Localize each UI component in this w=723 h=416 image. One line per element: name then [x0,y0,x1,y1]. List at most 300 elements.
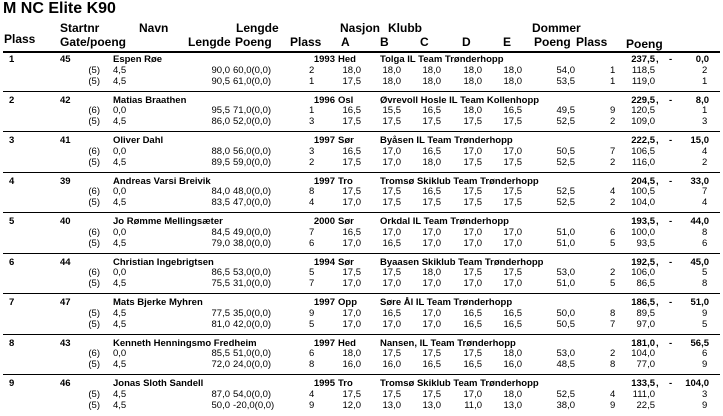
behind-separator: - [669,297,673,308]
round-judge-b: 17,5 [382,197,401,209]
round-judge-e: 18,0 [503,388,522,400]
athlete-birth-year: 1997 [313,337,335,349]
round-judge-place: 9 [610,105,616,117]
round-judge-e: 16,5 [503,105,522,117]
round-round-place: 9 [309,307,315,319]
athlete-rank: 3 [9,135,15,146]
round-judge-place: 7 [610,145,616,157]
athlete-points-behind: 33,0 [690,175,709,187]
round-length: 81,0 [211,318,230,330]
round-judge-e: 16,5 [503,318,522,330]
row-divider [3,172,720,173]
athlete-athlete-name: Jo Rømme Mellingsæter [113,216,223,227]
athlete-nation: Sør [338,135,354,146]
round-length-points: 61,0(0,0) [233,75,272,87]
athlete-start-number: 40 [60,216,71,227]
round-length-points: 31,0(0,0) [233,278,272,290]
round-gate-points: 0,0 [113,145,127,157]
round-length: 79,0 [211,237,230,249]
round-judge-e: 17,5 [503,116,522,128]
round-gate: (6) [88,105,100,117]
round-length-points: 51,0(0,0) [233,348,272,360]
athlete-start-number: 43 [60,337,71,349]
athlete-points-behind: 104,0 [685,378,709,389]
round-judge-points: 50,5 [556,145,575,157]
round-length: 72,0 [211,359,230,371]
round-judge-d: 16,5 [463,318,482,330]
row-divider [3,212,720,213]
round-length: 88,0 [211,145,230,157]
athlete-start-number: 47 [60,297,71,308]
athlete-total-points: 229,5 [631,94,655,106]
athlete-points-behind: 0,0 [695,54,709,65]
behind-separator: - [669,135,673,146]
round-round-points: 119,0 [631,75,655,87]
athlete-total-points: 222,5 [631,135,655,146]
round-round-points: 120,5 [631,105,655,117]
round-judge-d: 17,0 [463,388,482,400]
round-length: 50,0 [211,399,230,411]
page-title: M NC Elite K90 [3,0,116,17]
round-judge-place: 4 [610,186,616,198]
athlete-total-points: 181,0 [631,337,655,349]
athlete-total-points: 133,5 [631,378,655,389]
round-length-points: 54,0(0,0) [233,388,272,400]
athlete-athlete-name: Christian Ingebrigtsen [113,256,214,268]
behind-separator: - [669,216,673,227]
round-gate: (6) [88,267,100,279]
athlete-athlete-name: Matias Braathen [113,94,187,106]
round-judge-c: 17,5 [422,116,441,128]
round-judge-b: 17,0 [382,156,401,168]
total-separator: , [656,94,659,106]
round-round-rank: 1 [702,75,708,87]
athlete-rank: 9 [9,378,15,389]
athlete-athlete-name: Oliver Dahl [113,135,164,146]
round-judge-points: 53,0 [556,267,575,279]
round-round-place: 1 [309,75,315,87]
round-judge-place: 1 [610,64,616,76]
round-judge-points: 53,5 [556,75,575,87]
round-round-rank: 4 [702,145,708,157]
round-round-points: 97,0 [636,318,655,330]
round-judge-a: 17,0 [342,278,361,290]
round-judge-a: 16,0 [342,359,361,371]
round-judge-a: 17,0 [342,307,361,319]
athlete-total-points: 186,5 [631,297,655,308]
athlete-rank: 5 [9,216,15,227]
round-judge-a: 17,5 [342,75,361,87]
round-judge-c: 16,5 [422,186,441,198]
total-separator: , [656,54,659,65]
round-gate-points: 0,0 [113,226,127,238]
round-judge-c: 18,0 [422,75,441,87]
round-judge-place: 5 [610,237,616,249]
round-judge-points: 52,5 [556,156,575,168]
round-gate-points: 4,5 [113,318,127,330]
athlete-start-number: 39 [60,175,71,187]
header-judge-d: D [462,35,471,49]
total-separator: , [656,216,659,227]
round-judge-c: 18,0 [422,267,441,279]
athlete-rank: 7 [9,297,15,308]
round-judge-b: 17,0 [382,145,401,157]
athlete-points-behind: 51,0 [690,297,709,308]
round-length: 84,5 [211,226,230,238]
total-separator: , [656,256,659,268]
round-round-points: 118,5 [631,64,655,76]
header-lengde: Lengde [188,35,231,49]
round-round-points: 104,0 [631,197,655,209]
round-round-points: 93,5 [636,237,655,249]
round-judge-e: 17,5 [503,267,522,279]
round-round-points: 100,0 [631,226,655,238]
round-judge-points: 51,0 [556,278,575,290]
round-length: 83,5 [211,197,230,209]
round-judge-a: 17,5 [342,267,361,279]
header-lengde-group: Lengde [236,21,279,35]
round-judge-a: 16,5 [342,226,361,238]
athlete-club: Orkdal IL Team Trønderhopp [380,216,509,227]
round-round-place: 6 [309,237,315,249]
round-judge-c: 16,5 [422,359,441,371]
behind-separator: - [669,378,673,389]
round-judge-points: 50,5 [556,318,575,330]
athlete-start-number: 41 [60,135,71,146]
athlete-total-points: 193,5 [631,216,655,227]
round-round-place: 4 [309,388,315,400]
round-gate: (5) [88,64,100,76]
header-poeng: Poeng [235,35,272,49]
round-judge-place: 2 [610,197,616,209]
athlete-nation: Sør [338,216,354,227]
round-gate-points: 4,5 [113,156,127,168]
header-dommer-poeng: Poeng [534,35,571,49]
athlete-athlete-name: Espen Røe [113,54,163,65]
round-judge-e: 16,5 [503,307,522,319]
round-round-rank: 5 [702,267,708,279]
round-length-points: 38,0(0,0) [233,237,272,249]
round-round-points: 111,0 [632,388,655,400]
athlete-start-number: 42 [60,94,71,106]
round-judge-points: 53,0 [556,348,575,360]
round-judge-b: 17,0 [382,278,401,290]
header-divider [3,51,720,53]
round-round-rank: 9 [702,307,708,319]
round-judge-d: 17,0 [463,145,482,157]
row-divider [3,91,720,92]
athlete-club: Byaasen Skiklub Team Trønderhopp [380,256,544,268]
round-judge-e: 17,0 [503,237,522,249]
round-judge-place: 8 [610,359,616,371]
round-judge-b: 16,5 [382,307,401,319]
round-gate: (6) [88,348,100,360]
athlete-nation: Hed [338,54,356,65]
athlete-club: Byåsen IL Team Trønderhopp [380,135,513,146]
round-judge-points: 49,5 [556,105,575,117]
round-gate: (5) [88,156,100,168]
athlete-birth-year: 1995 [313,378,335,389]
round-judge-place: 1 [610,75,616,87]
round-judge-c: 13,0 [422,399,441,411]
round-judge-b: 18,0 [382,75,401,87]
round-judge-a: 12,0 [342,399,361,411]
athlete-points-behind: 45,0 [690,256,709,268]
header-startnr: Startnr [60,21,100,35]
round-judge-a: 17,5 [342,116,361,128]
round-length-points: 47,0(0,0) [233,197,272,209]
round-round-rank: 7 [702,186,708,198]
header-judge-e: E [503,35,512,49]
behind-separator: - [669,175,673,187]
round-length-points: 48,0(0,0) [233,186,272,198]
round-judge-points: 52,5 [556,116,575,128]
athlete-start-number: 46 [60,378,71,389]
round-round-place: 3 [309,145,315,157]
header-total-poeng: Poeng [626,37,663,51]
round-gate-points: 4,5 [113,75,127,87]
round-length-points: 42,0(0,0) [233,318,272,330]
total-separator: , [656,378,659,389]
round-round-place: 2 [309,156,315,168]
round-judge-c: 17,0 [422,318,441,330]
round-judge-b: 16,5 [382,237,401,249]
round-round-place: 8 [309,186,315,198]
round-judge-a: 18,0 [342,348,361,360]
athlete-birth-year: 1994 [313,256,335,268]
round-length: 85,5 [211,348,230,360]
round-length: 75,5 [211,278,230,290]
round-judge-e: 17,5 [503,186,522,198]
round-round-rank: 2 [702,156,708,168]
athlete-club: Øvrevoll Hosle IL Team Kollenhopp [380,94,540,106]
behind-separator: - [669,94,673,106]
round-gate: (6) [88,226,100,238]
round-gate-points: 0,0 [113,348,127,360]
athlete-total-points: 192,5 [631,256,655,268]
round-round-rank: 8 [702,278,708,290]
round-round-rank: 3 [702,388,708,400]
round-length-points: 56,0(0,0) [233,145,272,157]
round-judge-c: 17,0 [422,307,441,319]
round-gate: (5) [88,318,100,330]
round-judge-b: 17,5 [382,186,401,198]
athlete-birth-year: 1997 [313,297,335,308]
round-judge-e: 16,0 [503,359,522,371]
round-length-points: 24,0(0,0) [233,359,272,371]
round-judge-b: 15,5 [382,105,401,117]
behind-separator: - [669,256,673,268]
round-judge-a: 16,5 [342,105,361,117]
round-judge-a: 17,5 [342,186,361,198]
round-gate: (5) [88,278,100,290]
round-length-points: 49,0(0,0) [233,226,272,238]
round-round-rank: 6 [702,348,708,360]
athlete-nation: Osl [338,94,354,106]
round-judge-a: 17,5 [342,156,361,168]
round-gate: (5) [88,359,100,371]
round-round-rank: 8 [702,226,708,238]
athlete-rank: 4 [9,175,15,187]
round-gate-points: 4,5 [113,237,127,249]
round-gate-points: 4,5 [113,388,127,400]
athlete-nation: Sør [338,256,354,268]
round-judge-d: 17,0 [463,237,482,249]
athlete-total-points: 237,5 [631,54,655,65]
round-round-place: 4 [309,197,315,209]
round-gate-points: 4,5 [113,399,127,411]
athlete-club: Søre Ål IL Team Trønderhopp [380,297,513,308]
header-judge-c: C [420,35,429,49]
athlete-birth-year: 2000 [313,216,335,227]
round-gate-points: 4,5 [113,307,127,319]
row-divider [3,374,720,375]
header-navn: Navn [139,21,169,35]
round-judge-e: 18,0 [503,75,522,87]
round-round-points: 106,0 [631,267,655,279]
round-round-place: 5 [309,318,315,330]
round-round-place: 2 [309,64,315,76]
round-judge-place: 2 [610,267,616,279]
round-judge-place: 9 [610,399,616,411]
round-round-points: 86,5 [636,278,655,290]
round-gate-points: 0,0 [113,186,127,198]
round-round-rank: 9 [702,399,708,411]
row-divider [3,334,720,335]
round-length-points: 59,0(0,0) [233,156,272,168]
round-judge-place: 7 [610,318,616,330]
round-judge-c: 18,0 [422,156,441,168]
athlete-nation: Tro [338,378,353,389]
athlete-athlete-name: Mats Bjerke Myhren [113,297,203,308]
round-length-points: 52,0(0,0) [233,116,272,128]
row-divider [3,293,720,294]
round-judge-c: 17,0 [422,237,441,249]
round-judge-c: 17,5 [422,197,441,209]
athlete-birth-year: 1997 [313,175,335,187]
round-gate-points: 0,0 [113,105,127,117]
row-divider [3,131,720,132]
round-judge-d: 16,5 [463,359,482,371]
round-judge-a: 17,0 [342,318,361,330]
round-round-rank: 1 [702,105,708,117]
round-judge-points: 54,0 [556,64,575,76]
round-round-points: 77,0 [636,359,655,371]
athlete-rank: 6 [9,256,15,268]
round-round-rank: 2 [702,64,708,76]
round-length: 87,0 [211,388,230,400]
round-judge-c: 17,0 [422,278,441,290]
round-judge-d: 17,5 [463,156,482,168]
athlete-birth-year: 1997 [313,135,335,146]
round-round-points: 109,0 [631,116,655,128]
round-judge-a: 17,0 [342,197,361,209]
round-round-place: 7 [309,278,315,290]
round-judge-d: 17,0 [463,226,482,238]
round-round-points: 106,5 [631,145,655,157]
round-gate-points: 4,5 [113,64,127,76]
athlete-start-number: 45 [60,54,71,65]
round-judge-points: 52,5 [556,388,575,400]
athlete-club: Nansen, IL Team Trønderhopp [380,337,516,349]
header-dommer: Dommer [532,21,581,35]
round-round-rank: 9 [702,359,708,371]
round-length-points: 35,0(0,0) [233,307,272,319]
round-round-rank: 5 [702,318,708,330]
round-round-place: 9 [309,399,315,411]
total-separator: , [656,175,659,187]
round-length: 86,5 [211,267,230,279]
round-judge-c: 17,5 [422,388,441,400]
round-judge-d: 18,0 [463,75,482,87]
round-judge-b: 17,0 [382,318,401,330]
round-judge-e: 17,0 [503,226,522,238]
round-gate: (5) [88,197,100,209]
round-judge-e: 17,0 [503,278,522,290]
round-judge-points: 51,0 [556,226,575,238]
round-judge-d: 17,0 [463,278,482,290]
round-gate-points: 4,5 [113,197,127,209]
round-gate: (5) [88,388,100,400]
athlete-total-points: 204,5 [631,175,655,187]
round-gate: (6) [88,186,100,198]
round-judge-a: 16,5 [342,145,361,157]
round-judge-d: 17,5 [463,348,482,360]
round-judge-b: 18,0 [382,64,401,76]
round-judge-place: 2 [610,348,616,360]
athlete-club: Tromsø Skiklub Team Trønderhopp [380,378,539,389]
round-judge-a: 18,0 [342,64,361,76]
round-judge-d: 17,5 [463,197,482,209]
total-separator: , [656,337,659,349]
athlete-points-behind: 15,0 [690,135,709,146]
athlete-club: Tolga IL Team Trønderhopp [380,54,504,65]
round-length-points: 60,0(0,0) [233,64,272,76]
header-plass-round: Plass [290,35,322,49]
round-round-points: 89,5 [636,307,655,319]
round-judge-c: 16,5 [422,145,441,157]
athlete-points-behind: 44,0 [690,216,709,227]
round-length: 95,5 [211,105,230,117]
round-gate: (5) [88,116,100,128]
round-judge-place: 2 [610,156,616,168]
round-judge-b: 16,0 [382,359,401,371]
round-length-points: -20,0(0,0) [233,399,275,411]
athlete-athlete-name: Jonas Sloth Sandell [113,378,204,389]
round-judge-b: 17,5 [382,388,401,400]
header-plass: Plass [4,32,36,46]
header-nasjon: Nasjon [340,21,381,35]
round-judge-e: 17,5 [503,156,522,168]
round-gate-points: 4,5 [113,116,127,128]
athlete-nation: Tro [338,175,353,187]
round-judge-c: 16,5 [422,105,441,117]
round-judge-b: 17,5 [382,116,401,128]
round-length: 89,5 [211,156,230,168]
athlete-rank: 1 [9,54,15,65]
round-round-place: 7 [309,226,315,238]
behind-separator: - [669,54,673,65]
round-judge-points: 48,5 [556,359,575,371]
round-judge-b: 17,5 [382,267,401,279]
round-judge-d: 17,5 [463,267,482,279]
athlete-athlete-name: Andreas Varsi Breivik [113,175,211,187]
header-dommer-plass: Plass [576,35,608,49]
round-round-place: 3 [309,116,315,128]
round-judge-e: 17,5 [503,197,522,209]
round-gate-points: 0,0 [113,267,127,279]
total-separator: , [656,135,659,146]
